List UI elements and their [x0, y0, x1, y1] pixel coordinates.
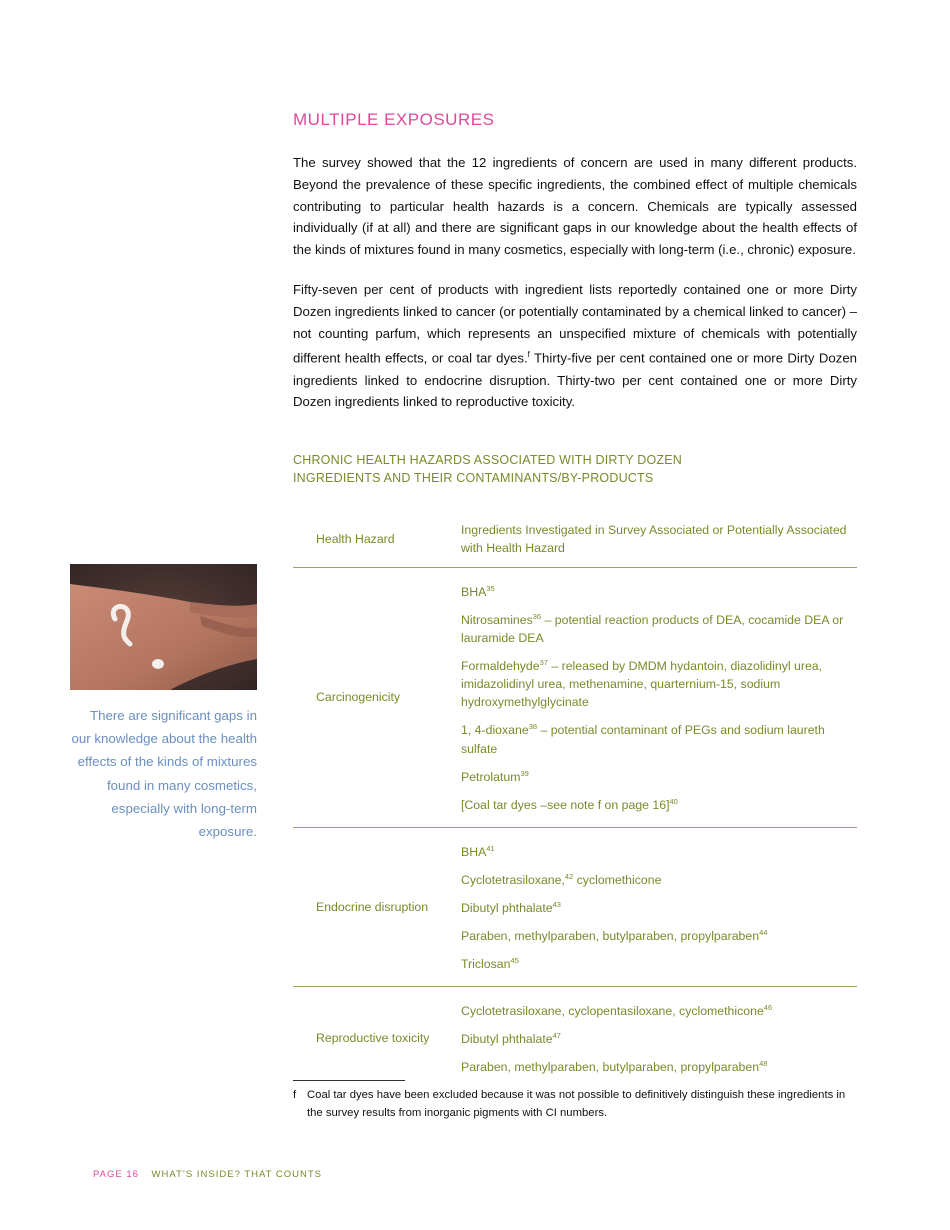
- ingredient-note: – potential contaminant of PEGs and sodium laureth sulfate: [461, 723, 825, 756]
- ingredient-name: Formaldehyde: [461, 659, 540, 674]
- ingredient-item: [461, 952, 857, 973]
- ingredient-item: [461, 765, 857, 786]
- ingredient-name: BHA: [461, 585, 487, 600]
- reference-number[interactable]: 38: [528, 722, 538, 732]
- ingredient-item: [461, 1027, 857, 1048]
- ingredients-cell: [461, 987, 857, 1090]
- paragraph-2: [293, 279, 857, 413]
- ingredient-name: Dibutyl phthalate: [461, 901, 553, 915]
- ingredient-name: [Coal tar dyes –see note f on page 16]: [461, 797, 670, 812]
- ingredient-name: Triclosan: [461, 957, 511, 972]
- ingredient-note: – released by DMDM hydantoin, diazolidinyl urea, imidazolidinyl urea, methenamine, quarternium-15, sodium hydroxymethylglycinate: [461, 659, 823, 710]
- reference-number[interactable]: 41: [486, 843, 495, 853]
- ingredient-item: [461, 580, 857, 601]
- ingredients-cell: [461, 827, 857, 986]
- ingredient-item: [461, 924, 857, 945]
- paragraph-2-part-a: Fifty-seven per cent of products with ingredient lists reportedly contained one or more Dirty Dozen ingredients linked to cancer (or potentially contaminated by a chemical linked to cancer) – not counting parfum, which represents an unspecified mixture of chemicals with potentially different health effects, or coal tar dyes.: [293, 281, 857, 366]
- ingredient-name: Cyclotetrasiloxane,: [461, 872, 565, 887]
- reference-number[interactable]: 46: [763, 1003, 773, 1013]
- ingredient-note: cyclomethicone: [573, 872, 662, 887]
- ingredient-name: BHA: [461, 844, 487, 859]
- hazards-table: [293, 515, 857, 1089]
- ingredient-item: [461, 999, 857, 1020]
- reference-number[interactable]: 44: [759, 928, 768, 937]
- ingredient-item: [461, 1055, 857, 1076]
- paragraph-1: The survey showed that the 12 ingredients of concern are used in many different products. Beyond the prevalence of these specific ingredients, the combined effect of multiple chemicals contributing to particular health hazards is a concern. Chemicals are typically assessed individually (if at all) and there are significant gaps in our knowledge about the health effects of the kinds of mixtures found in many cosmetics, especially with long-term (i.e., chronic) exposure.: [293, 155, 857, 258]
- table-title: CHRONIC HEALTH HAZARDS ASSOCIATED WITH DIRTY DOZEN INGREDIENTS AND THEIR CONTAMINANTS/BY-PRODUCTS: [293, 453, 682, 486]
- footnote-text: Coal tar dyes have been excluded because it was not possible to definitively distinguish these ingredients in the survey results from inorganic pigments with CI numbers.: [307, 1089, 846, 1119]
- ingredient-item: [461, 868, 857, 889]
- reference-number[interactable]: 36: [532, 612, 542, 622]
- footnote-rule: [293, 1080, 405, 1081]
- reference-number[interactable]: 47: [552, 1031, 561, 1041]
- main-column: [293, 110, 857, 1089]
- reference-number[interactable]: 45: [510, 956, 519, 966]
- sidebar-caption: There are significant gaps in our knowledge about the health effects of the kinds of mixtures found in many cosmetics, especially with long-term exposure.: [71, 708, 257, 840]
- paragraph-2-part-b: Thirty-five per cent contained one or more Dirty Dozen ingredients linked to endocrine disruption. Thirty-two per cent contained one or more Dirty Dozen ingredients linked to reproductive toxicity.: [293, 350, 857, 410]
- ingredient-item: [461, 718, 857, 757]
- ingredient-item: [461, 840, 857, 861]
- page-footer: [93, 1169, 322, 1180]
- column-header-ingredients: Ingredients Investigated in Survey Associated or Potentially Associated with Health Hazard: [461, 523, 847, 556]
- hazard-cell: Endocrine disruption: [316, 899, 429, 914]
- ingredient-item: [461, 608, 857, 647]
- ingredients-cell: [461, 568, 857, 828]
- ingredient-name: Paraben, methylparaben, butylparaben, propylparaben: [461, 929, 760, 944]
- ingredient-name: Petrolatum: [461, 769, 521, 784]
- hand-cream-image: [70, 564, 257, 690]
- table-body: [293, 568, 857, 1090]
- table-row: [293, 568, 857, 828]
- publication-title: WHAT’S INSIDE? THAT COUNTS: [151, 1169, 322, 1180]
- footnote-mark: f: [293, 1089, 297, 1101]
- reference-number[interactable]: 39: [520, 768, 529, 778]
- table-row: [293, 827, 857, 986]
- table-header-row: [293, 515, 857, 568]
- hazard-cell: Carcinogenicity: [316, 690, 401, 705]
- column-header-hazard: Health Hazard: [316, 532, 395, 547]
- ingredient-name: Paraben, methylparaben, butylparaben, propylparaben: [461, 1060, 760, 1075]
- reference-number[interactable]: 42: [564, 871, 574, 881]
- ingredient-name: Nitrosamines: [461, 613, 533, 628]
- footnote: [293, 1087, 857, 1123]
- page-number: PAGE 16: [93, 1169, 139, 1180]
- ingredient-name: 1, 4-dioxane: [461, 723, 529, 738]
- ingredient-note: – potential reaction products of DEA, cocamide DEA or lauramide DEA: [461, 613, 844, 646]
- table-row: [293, 987, 857, 1090]
- footnote-ref[interactable]: f: [527, 350, 530, 360]
- reference-number[interactable]: 35: [486, 584, 495, 594]
- reference-number[interactable]: 37: [539, 658, 548, 668]
- reference-number[interactable]: 43: [552, 899, 561, 909]
- ingredient-name: Dibutyl phthalate: [461, 1032, 553, 1047]
- hazard-cell: Reproductive toxicity: [316, 1031, 430, 1046]
- hand-cream-photo: [70, 564, 257, 690]
- section-title: MULTIPLE EXPOSURES: [293, 110, 495, 129]
- ingredient-item: [461, 654, 857, 711]
- ingredient-item: [461, 896, 857, 917]
- reference-number[interactable]: 48: [759, 1059, 768, 1069]
- ingredient-item: [461, 793, 857, 814]
- reference-number[interactable]: 40: [669, 796, 678, 806]
- ingredient-name: Cyclotetrasiloxane, cyclopentasiloxane, cyclomethicone: [461, 1004, 764, 1019]
